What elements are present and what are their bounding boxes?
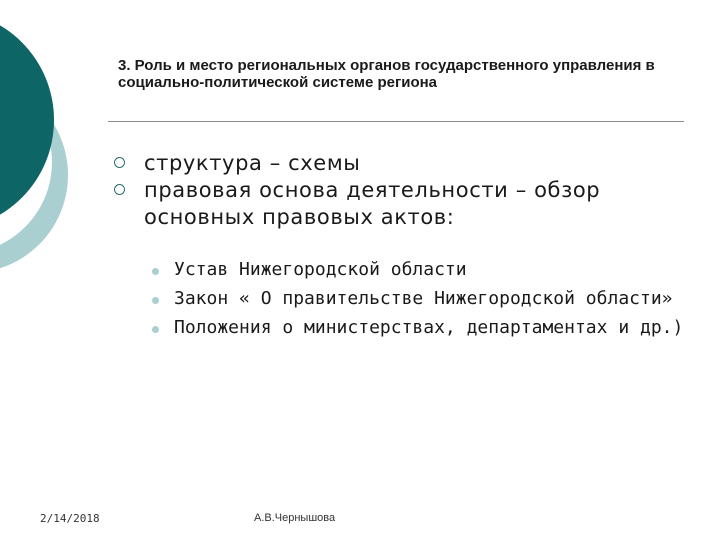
sub-bullet-text: Закон « О правительстве Нижегородской области» — [174, 288, 673, 309]
circle-bullet-icon — [114, 184, 125, 195]
sub-bullet-item-law — [146, 285, 686, 313]
circle-bullet-icon — [114, 157, 125, 168]
sub-bullet-list — [146, 256, 686, 343]
footer-author: А.В.Чернышова — [254, 512, 336, 524]
footer-date: 2/14/2018 — [40, 512, 100, 525]
dot-bullet-icon — [152, 268, 159, 275]
decorative-circles — [0, 0, 80, 300]
sub-bullet-item-regulations — [146, 314, 686, 342]
bullet-text: структура – схемы — [144, 151, 361, 175]
sub-bullet-item-charter — [146, 256, 686, 284]
bullet-text: правовая основа деятельности – обзор основных правовых актов: — [144, 178, 601, 229]
title-divider — [108, 121, 684, 122]
bullet-item-structure — [114, 150, 694, 177]
bullet-item-legal-basis — [114, 177, 694, 231]
sub-bullet-text: Положения о министерствах, департаментах и др.) — [174, 317, 684, 338]
main-bullet-list — [114, 150, 694, 231]
dot-bullet-icon — [152, 326, 159, 333]
sub-bullet-text: Устав Нижегородской области — [174, 259, 467, 280]
slide-title: 3. Роль и место региональных органов государственного управления в социально-политической системе региона — [118, 57, 655, 91]
dot-bullet-icon — [152, 297, 159, 304]
